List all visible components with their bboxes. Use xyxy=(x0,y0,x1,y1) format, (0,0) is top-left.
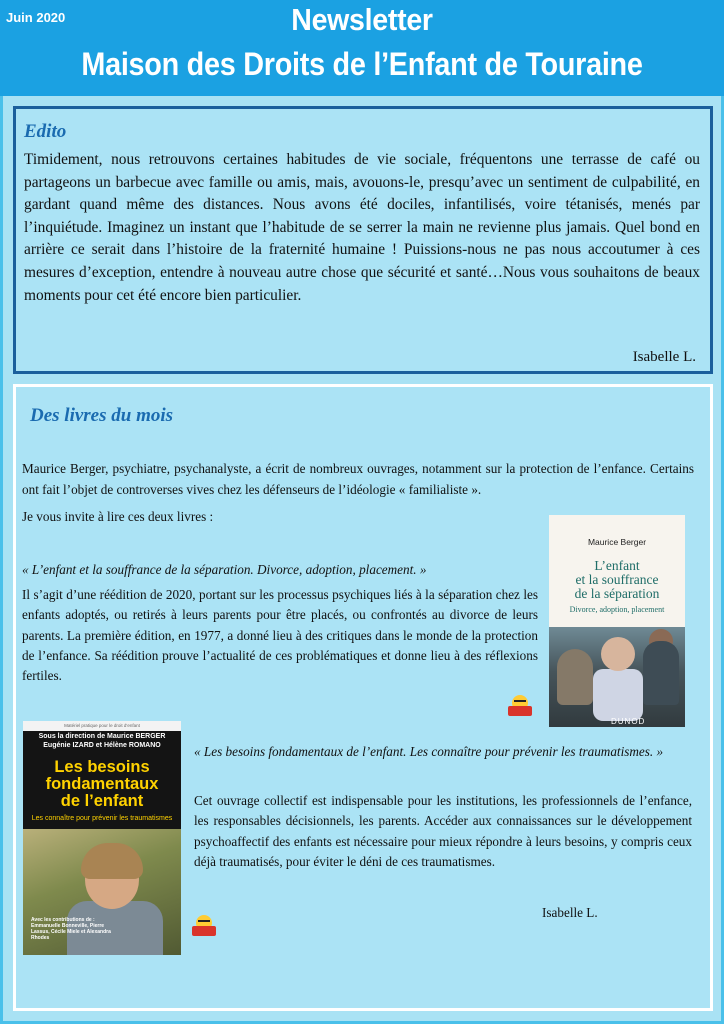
edito-title: Edito xyxy=(24,121,67,142)
book1-quote: « L’enfant et la souffrance de la séparation. Divorce, adoption, placement. » xyxy=(22,562,427,577)
issue-date: Juin 2020 xyxy=(6,10,66,25)
organization-title: Maison des Droits de l’Enfant de Touraine xyxy=(81,46,643,82)
book1-cover-publisher: DUNOD xyxy=(611,717,646,726)
book2-cover-title: Les besoins fondamentaux de l’enfant xyxy=(45,758,159,810)
book1-text: Il s’agit d’une réédition de 2020, portant sur les processus psychiques liés à la séparation chez les enfants adoptés, ou retirés à leurs parents pour être placés, ou confrontés au divorce de leurs parents. La première édition, en 1977, a donné lieu à des critiques dans le monde de la protection de l’enfance. Sa réédition prouve l’actualité de ces problématiques et donne lieu à des réflexions fertiles. xyxy=(22,587,538,684)
edito-text: Timidement, nous retrouvons certaines habitudes de vie sociale, fréquentons une terrasse de café ou partageons un barbecue avec famille ou amis, mais, avouons-le, presqu’avec un sentiment de culpabilité, en gardant quand même des distances. Nous avons été dociles, infantilisés, voire tétanisés, menés par l’inquiétude. Imaginez un instant que l’habitude de se serrer la main ne revienne plus jamais. Quel bond en arrière ce serait dans l’histoire de la fraternité humaine ! Puissions-nous ne pas nous accoutumer à ces mesures d’exception, entendre à nouveau autre chose que sécurité et santé…Nous vous souhaitons de beaux moments pour cet été encore bien particulier. xyxy=(24,151,700,304)
book1-cover-author: Maurice Berger xyxy=(587,537,647,547)
books-section xyxy=(13,384,713,1011)
edito-section xyxy=(13,106,713,374)
book2-cover xyxy=(23,721,181,955)
book2-cover-direction: Sous la direction de Maurice BERGER Eugénie IZARD et Hélène ROMANO xyxy=(38,733,166,749)
books-invite: Je vous invite à lire ces deux livres : xyxy=(22,509,214,524)
edito-signature: Isabelle L. xyxy=(632,349,696,365)
reading-emoji-icon xyxy=(508,695,532,717)
book2-cover-series: Matériel pratique pour le droit d’enfant xyxy=(64,723,140,728)
book1-cover-subtitle: Divorce, adoption, placement xyxy=(569,605,665,614)
book2-cover-subtitle: Les connaître pour prévenir les traumatismes xyxy=(31,815,173,822)
book2-quote: « Les besoins fondamentaux de l’enfant. Les connaître pour prévenir les traumatismes. » xyxy=(194,744,664,759)
books-intro: Maurice Berger, psychiatre, psychanalyste, a écrit de nombreux ouvrages, notamment sur la protection de l’enfance. Certains ont fait l’objet de controverses vives chez les défenseurs de l’idéologie « familialiste ». xyxy=(22,461,694,497)
book2-cover-contributors: Avec les contributions de : Emmanuelle Bonneville, Pierre Lassus, Cécile Miele et Alexandra Rhodes xyxy=(31,917,111,941)
newsletter-header xyxy=(0,0,724,96)
book1-cover xyxy=(549,515,685,727)
newsletter-title: Newsletter xyxy=(291,2,433,37)
reading-emoji-icon xyxy=(192,915,216,937)
books-signature: Isabelle L. xyxy=(542,905,598,920)
newsletter-body xyxy=(0,96,724,1024)
book2-text: Cet ouvrage collectif est indispensable pour les institutions, les professionnels de l’enfance, les responsables décisionnels, les parents. Accéder aux connaissances sur le développement psychoaffectif des enfants est nécessaire pour mieux répondre à leurs besoins, y compris ceux déjà traumatisés, pour éviter le déni de ces traumatismes. xyxy=(194,793,692,869)
book1-cover-photo xyxy=(549,627,685,727)
books-title: Des livres du mois xyxy=(30,405,174,426)
book1-cover-title: L’enfant et la souffrance de la séparation xyxy=(574,558,660,601)
